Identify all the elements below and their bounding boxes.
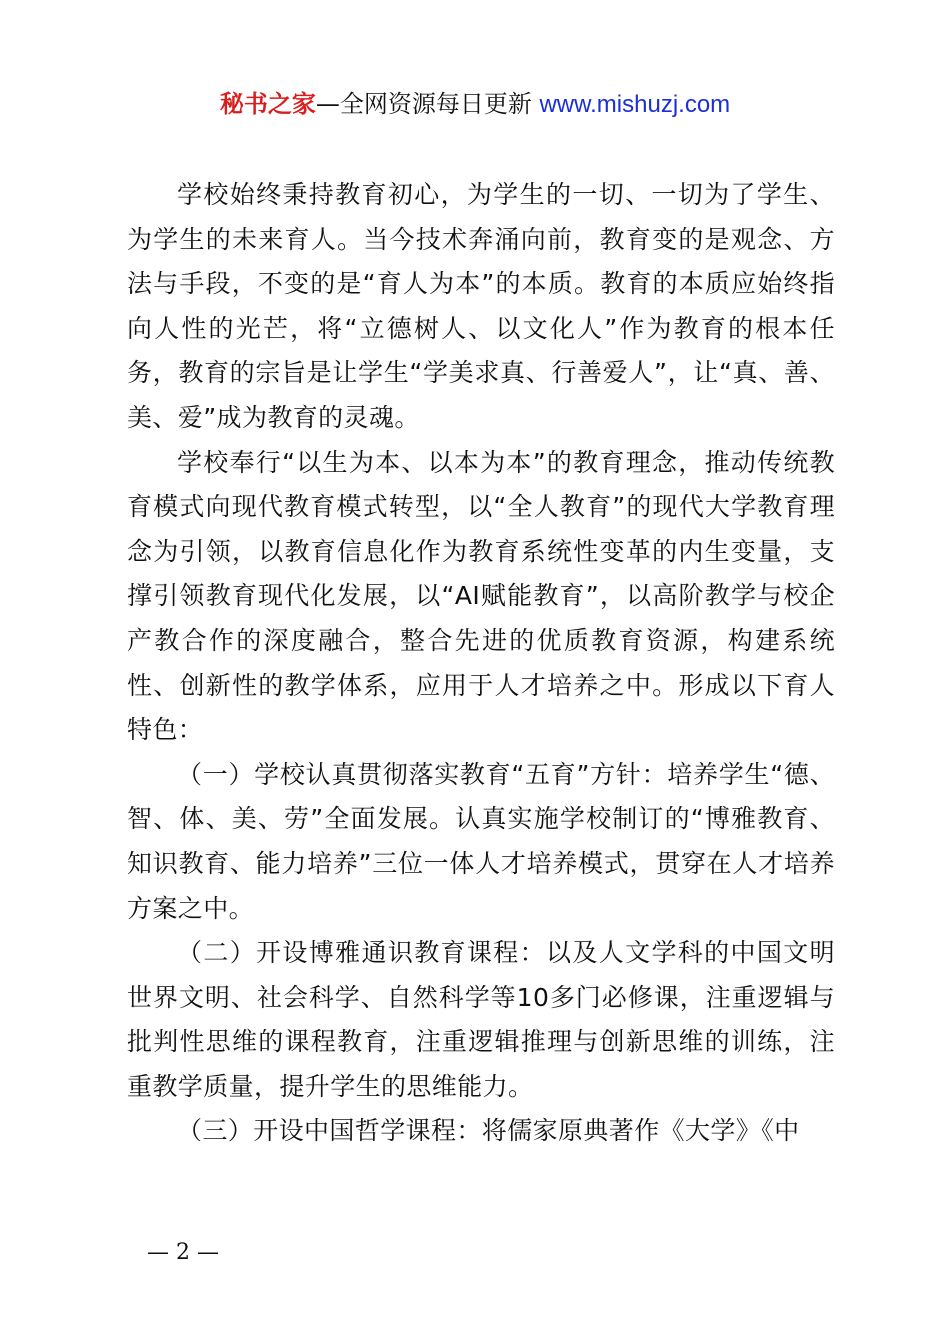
paragraph-item-1: （一）学校认真贯彻落实教育“五育”方针：培养学生“德、智、体、美、劳”全面发展。认真实施学校制订的“博雅教育、知识教育、能力培养”三位一体人才培养模式，贯穿在人才培养方案之中。 (127, 759, 835, 923)
document-body (127, 173, 835, 1154)
paragraph-item-3: （三）开设中国哲学课程：将儒家原典著作《大学》《中 (177, 1116, 800, 1146)
paragraph-item-2: （二）开设博雅通识教育课程：以及人文学科的中国文明世界文明、社会科学、自然科学等10多门必修课，注重逻辑与批判性思维的课程教育，注重逻辑推理与创新思维的训练，注重教学质量，提升学生的思维能力。 (127, 938, 835, 1101)
site-url-link[interactable]: www.mishuzj.com (539, 91, 731, 118)
site-header-banner (0, 84, 950, 125)
paragraph-philosophy: 学校奉行“以生为本、以本为本”的教育理念，推动传统教育模式向现代教育模式转型，以“全人教育”的现代大学教育理念为引领，以教育信息化作为教育系统性变革的内生变量，支撑引领教育现代化发展，以“AI赋能教育”，以高阶教学与校企产教合作的深度融合，整合先进的优质教育资源，构建系统性、创新性的教学体系，应用于人才培养之中。形成以下育人特色： (127, 447, 835, 745)
brand-name: 秘书之家 (219, 90, 316, 118)
page-number: — 2 — (147, 1240, 219, 1265)
paragraph-intro: 学校始终秉持教育初心，为学生的一切、一切为了学生、为学生的未来育人。当今技术奔涌向前，教育变的是观念、方法与手段，不变的是“育人为本”的本质。教育的本质应始终指向人性的光芒，将“立德树人、以文化人”作为教育的根本任务，教育的宗旨是让学生“学美求真、行善爱人”，让“真、善、美、爱”成为教育的灵魂。 (127, 180, 835, 432)
header-tagline: —全网资源每日更新 (315, 90, 540, 118)
